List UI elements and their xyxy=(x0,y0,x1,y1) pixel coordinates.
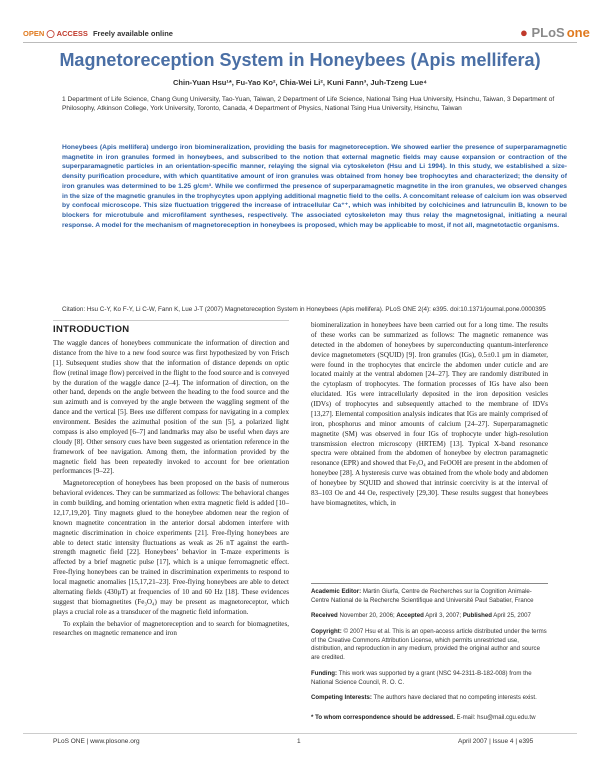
footer-journal: PLoS ONE | www.plosone.org xyxy=(53,738,140,745)
introduction-heading: INTRODUCTION xyxy=(53,324,130,335)
competing-label: Competing Interests: xyxy=(311,694,372,701)
copyright-label: Copyright: xyxy=(311,628,342,635)
open-access-lock-icon: ◯ xyxy=(46,29,55,38)
intro-paragraph-3: To explain the behavior of magnetoreception and to search for biomagnetites, researches on magnetic remanence and iron xyxy=(53,619,289,638)
footer-rule xyxy=(23,733,577,734)
author-list: Chin-Yuan Hsu¹*, Fu-Yao Ko², Chia-Wei Li², Kuni Fann³, Juh-Tzeng Lue⁴ xyxy=(173,78,427,87)
footer-page-number: 1 xyxy=(297,738,301,745)
competing-text: The authors have declared that no competing interests exist. xyxy=(373,694,537,701)
intro-paragraph-2: Magnetoreception of honeybees has been proposed on the basis of numerous behavioral evidences. They can be summarized as follows: The behavioral changes in comb building, and homing orientation when extra magnetic field is added [10–12,17,19,20]. Tiny magnets glued to the honeybee abdomen near the region of known magnetite concentration in the anterior dorsal abdomen interfere with magnetic discrimination in choice experiments [21]. Free-flying honeybees are able to detect static intensity fluctuations as weak as 26 nT against the earth-strength magnetic field [22]. Honeybees’ behavior in T-maze experiments is affected by a brief magnetic pulse [17], which is a unique ferromagnetic effect. Free-flying honeybees can be trained in discrimination experiments to respond to local magnetic anomalies [15,17,21–23]. Free-flying honeybees are able to detect alternating fields (430μT) at frequencies of 10 and 60 Hz [18]. These evidences suggest that biomagnetites (Fe₃O₄) may be present as magnetoreceptor, which plays a crucial role as a transducer of the magnetic field information. xyxy=(53,479,289,616)
published-date: April 25, 2007 xyxy=(493,612,531,619)
dates xyxy=(311,612,548,621)
affiliations: 1 Department of Life Science, Chang Gung University, Tao-Yuan, Taiwan, 2 Department of Life Science, National Tsing Hua University, Hsinchu, Taiwan, 3 Department of Philosophy, Atkinson College, York University, Toronto, Canada, 4 Department of Physics, National Tsing Hua University, Hsinchu, Taiwan xyxy=(62,96,555,113)
footer-issue: April 2007 | Issue 4 | e395 xyxy=(458,738,534,745)
logo-plos: PLoS xyxy=(531,25,565,40)
article-title: Magnetoreception System in Honeybees (Apis mellifera) xyxy=(59,50,541,70)
plos-one-logo xyxy=(520,25,590,40)
access-label: ACCESS xyxy=(56,29,88,38)
competing-interests xyxy=(311,694,548,703)
logo-dot-icon: ● xyxy=(520,25,528,40)
freely-available-label: Freely available online xyxy=(92,29,173,38)
header-rule xyxy=(23,42,577,43)
copyright-text: © 2007 Hsu et al. This is an open-access article distributed under the terms of the Creative Commons Attribution License, which permits unrestricted use, distribution, and reproduction in any medium, provided the original author and source are credited. xyxy=(311,628,547,661)
correspondence xyxy=(311,714,548,723)
received-label: Received xyxy=(311,612,338,619)
intro-rule xyxy=(53,320,289,321)
funding xyxy=(311,670,548,687)
citation: Citation: Hsu C-Y, Ko F-Y, Li C-W, Fann K, Lue J-T (2007) Magnetoreception System in Honeybees (Apis mellifera). PLoS ONE 2(4): e395. doi:10.1371/journal.pone.0000395 xyxy=(62,306,546,313)
correspondence-email[interactable]: E-mail: hsu@mail.cgu.edu.tw xyxy=(456,714,536,721)
logo-one: one xyxy=(566,25,590,40)
open-label: OPEN xyxy=(23,29,45,38)
received-date: November 20, 2006; xyxy=(339,612,395,619)
right-column xyxy=(311,321,548,509)
funding-text: This work was supported by a grant (NSC 94-2311-B-182-008) from the National Science Council, R. O. C. xyxy=(311,670,532,686)
copyright xyxy=(311,628,548,662)
meta-rule xyxy=(311,583,548,584)
published-label: Published xyxy=(462,612,492,619)
open-access-header xyxy=(23,29,173,38)
funding-label: Funding: xyxy=(311,670,338,677)
correspondence-label: * To whom correspondence should be addressed. xyxy=(311,714,455,721)
academic-editor xyxy=(311,588,548,605)
intro-paragraph-1: The waggle dances of honeybees communicate the information of direction and distance from the hive to a new food source was first hypothesized by von Frisch [1]. Subsequent studies show that the information of distance depends on optic flow (retinal image flow) perceived in the flight to the food source and is conveyed by the duration of the waggle dance [2–4]. The information of direction, on the other hand, depends on the angle between the heading to the food source and the sun azimuth and is conveyed by the angle between the waggling segment of the dance and the vertical [5]. Bees use different compass for navigating in a complex environment. Besides the azimuthal position of the sun [5], a polarized light compass is also employed [6–7] and landmarks may also be useful when days are cloudy [8]. Other sensory cues have been suggested as orientation reference in the framework of bee navigation. Among them, the information provided by the magnetic field has been repeatedly invoked to account for bee orientation performances [9–22]. xyxy=(53,339,289,476)
right-column-paragraph: biomineralization in honeybees have been carried out for a long time. The results of these works can be summarized as follows: The magnetic remanence was detected in the abdomen of honeybees by superconducting quantum-interference device magnetometers (SQUID) [9]. Iron granules (IGs), 0.5±0.1 μm in diameter, were found in the trophocytes that encircle the abdomen under cuticle and are located mainly at the ventral abdomen [24–27]. They are randomly distributed in the cytoplasm of trophocytes. The formation processes of IGs have also been elucidated. IGs were intracellularly deposited in the iron deposition vesicles (IDVs) of trophocytes and subsequently attached to the membrane of IDVs [13,27]. Elemental composition analysis indicates that IGs are mainly comprised of iron, phosphorus and minor amounts of calcium [24–27]. Superparamagnetic magnetite (SM) was observed in four IGs of trophocyte under high-resolution transmission electron microscopy (HRTEM) [13]. Typical X-band resonance spectra were obtained from the abdomen of honeybee by electron paramagnetic resonance (EPR) and showed that Fe₃O₄ and FeOOH are present in the abdomen of honeybee [28]. A hysteresis curve was obtained from the whole body and abdomen of honeybee by SQUID and showed that intrinsic coercivity is at the interval of 83–103 Oe and 44 Oe, respectively [29,30]. These results suggest that honeybees have biomagnetites, which, in xyxy=(311,321,548,507)
editor-label: Academic Editor: xyxy=(311,588,362,595)
left-column xyxy=(53,339,289,639)
abstract: Honeybees (Apis mellifera) undergo iron biomineralization, providing the basis for magnetoreception. We showed earlier the presence of superparamagnetic magnetite in iron granules formed in honeybees, and subscribed to the notion that external magnetic fields may cause expansion or contraction of the superparamagnetic particles in an orientation-specific manner, relaying the signal via cytoskeleton (Hsu and Li 1994). In this study, we established a size-density purification procedure, with which quantitative amount of iron granules was obtained from honey bee trophocytes and characterized; the density of iron granules was determined to be 1.25 g/cm³. While we confirmed the presence of superparamagnetic magnetite in the iron granules, we observed changes in the size of the magnetic granules in the trophycytes upon applying additional magnetic field to the cells. A concomitant release of calcium ion was observed by confocal microscope. This size fluctuation triggered the increase of intracellular Ca⁺⁺, which was inhibited by colchicines and latrunculin B, known to be blockers for microtubule and microfilament syntheses, respectively. The associated cytoskeleton may thus relay the magnetosignal, initiating a neural response. A model for the mechanism of magnetoreception in honeybees is proposed, which may be applicable to most, if not all, magnetotactic organisms. xyxy=(62,144,567,229)
accepted-label: Accepted xyxy=(396,612,424,619)
accepted-date: April 3, 2007; xyxy=(425,612,462,619)
editor-text: Martin Giurfa, Centre de Recherches sur la Cognition Animale-Centre National de la Recherche Scientifique and Université Paul Sabatier, France xyxy=(311,588,534,604)
